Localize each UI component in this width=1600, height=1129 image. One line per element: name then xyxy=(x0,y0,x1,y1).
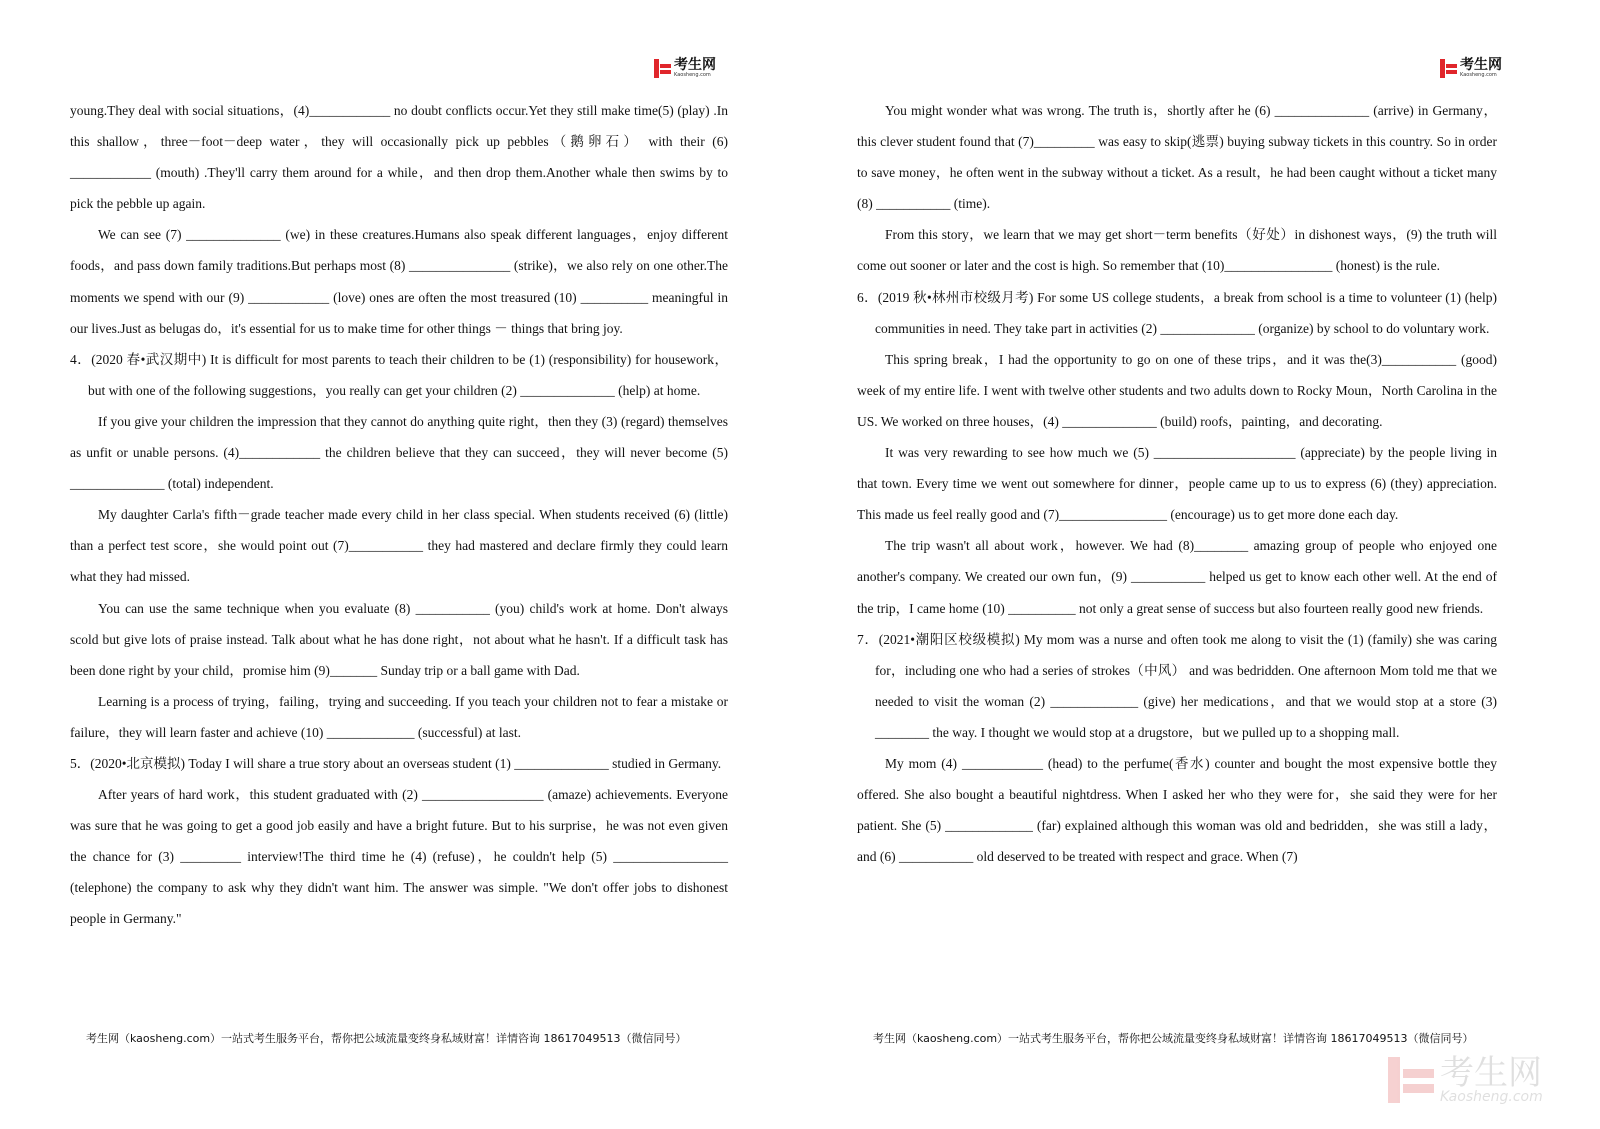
kaosheng-logo xyxy=(654,58,716,78)
footer-ad: 考生网（kaosheng.com）一站式考生服务平台，帮你把公域流量变终身私域财富！详情咨询 18617049513（微信同号） xyxy=(86,1032,687,1045)
watermark-text: 考生网 xyxy=(1440,1053,1542,1093)
kaosheng-logo-icon xyxy=(654,59,671,78)
passage-paragraph: My daughter Carla's fifth－grade teacher made every child in her class special. When students received (6) (little) than a perfect test score，she would point out (7)___________ they had mastered and declare firmly they could learn what they had missed. xyxy=(70,507,728,585)
passage-paragraph: young.They deal with social situations，(4)____________ no doubt conflicts occur.Yet they still make time(5) (play) .In this shallow，three－foot－deep water，they will occasionally pick up pebbles（鹅卵石） with their (6) ____________ (mouth) .They'll carry them around for a while，and then drop them.Another whale then swims by to pick the pebble up again. xyxy=(70,103,728,212)
logo-subtext: Kaosheng.com xyxy=(1460,72,1497,78)
question-5-intro: 5．(2020•北京模拟) Today I will share a true story about an overseas student (1) ______________ studied in Germany. xyxy=(70,755,722,771)
right-page-text xyxy=(857,95,1497,872)
right-page xyxy=(800,0,1600,1129)
passage-paragraph: After years of hard work，this student graduated with (2) __________________ (amaze) achievements. Everyone was sure that he was going to get a good job easily and have a bright future. But to his surprise，he was not even given the chance for (3) _________ interview!The third time he (4) (refuse)，he couldn't help (5) _________________ (telephone) the company to ask why they didn't want him. The answer was simple. "We don't offer jobs to dishonest people in Germany." xyxy=(70,787,728,927)
passage-paragraph: My mom (4) ____________ (head) to the perfume(香水) counter and bought the most expensive bottle they offered. She also bought a beautiful nightdress. When I asked her who they were for，she said they were for her patient. She (5) _____________ (far) explained although this woman was old and bedridden，she was still a lady，and (6) ___________ old deserved to be treated with respect and grace. When (7) xyxy=(857,755,1497,865)
watermark-subtext: Kaosheng.com xyxy=(1440,1089,1543,1105)
kaosheng-logo xyxy=(1440,58,1502,78)
logo-subtext: Kaosheng.com xyxy=(674,72,711,78)
passage-paragraph: This spring break，I had the opportunity to go on one of these trips，and it was the(3)___________ (good) week of my entire life. I went with twelve other students and two adults down to Rocky Moun，North Carolina in the US. We worked on three houses，(4) ______________ (build) roofs，painting，and decorating. xyxy=(857,351,1497,429)
left-page-text xyxy=(70,95,728,935)
question-6-intro: 6．(2019 秋•林州市校级月考) For some US college students，a break from school is a time to volunteer (1) (help) communities in need. They take part in activities (2) ______________ (organize) by school to do voluntary work. xyxy=(857,289,1497,336)
question-4-intro: 4．(2020 春•武汉期中) It is difficult for most parents to teach their children to be (1) (responsibility) for housework，but with one of the following suggestions，you really can get your children (2) ______________ (help) at home. xyxy=(70,351,728,398)
footer-ad: 考生网（kaosheng.com）一站式考生服务平台，帮你把公域流量变终身私域财富！详情咨询 18617049513（微信同号） xyxy=(873,1032,1474,1045)
passage-paragraph: If you give your children the impression that they cannot do anything quite right，then they (3) (regard) themselves as unfit or unable persons. (4)____________ the children believe that they can succeed，they will never become (5) ______________ (total) independent. xyxy=(70,413,728,492)
passage-paragraph: We can see (7) ______________ (we) in these creatures.Humans also speak different languages，enjoy different foods，and pass down family traditions.But perhaps most (8) _______________ (strike)，we also rely on one other.The moments we spend with our (9) ____________ (love) ones are often the most treasured (10) __________ meaningful in our lives.Just as belugas do，it's essential for us to make time for other things － things that bring joy. xyxy=(70,227,728,336)
question-7-intro: 7．(2021•潮阳区校级模拟) My mom was a nurse and often took me along to visit the (1) (family) she was caring for，including one who had a series of strokes（中风） and was bedridden. One afternoon Mom told me that we needed to visit the woman (2) _____________ (give) her medications，and that we would stop at a store (3) ________ the way. I thought we would stop at a drugstore，but we pulled up to a shopping mall. xyxy=(857,631,1497,740)
logo-text: 考生网 xyxy=(674,57,716,73)
passage-paragraph: You can use the same technique when you evaluate (8) ___________ (you) child's work at home. Don't always scold but give lots of praise instead. Talk about what he has done right，not about what he hasn't. If a difficult task has been done right by your child，promise him (9)_______ Sunday trip or a ball game with Dad. xyxy=(70,600,728,678)
passage-paragraph: The trip wasn't all about work，however. We had (8)________ amazing group of people who enjoyed one another's company. We created our own fun，(9) ___________ helped us get to know each other well. At the end of the trip，I came home (10) __________ not only a great sense of success but also fourteen really good new friends. xyxy=(857,538,1497,616)
kaosheng-logo-icon xyxy=(1440,59,1457,78)
passage-paragraph: Learning is a process of trying，failing，trying and succeeding. If you teach your children not to fear a mistake or failure，they will learn faster and achieve (10) _____________ (successful) at last. xyxy=(70,693,728,740)
passage-paragraph: From this story，we learn that we may get short－term benefits（好处）in dishonest ways，(9) the truth will come out sooner or later and the cost is high. So remember that (10)________________ (honest) is the rule. xyxy=(857,227,1497,274)
logo-text: 考生网 xyxy=(1460,57,1502,73)
kaosheng-watermark xyxy=(1388,1053,1543,1105)
passage-paragraph: It was very rewarding to see how much we (5) _____________________ (appreciate) by the people living in that town. Every time we went out somewhere for dinner，people came up to us to express (6) (they) appreciation. This made us feel really good and (7)________________ (encourage) us to get more done each day. xyxy=(857,445,1497,523)
kaosheng-watermark-icon xyxy=(1388,1057,1434,1103)
passage-paragraph: You might wonder what was wrong. The truth is，shortly after he (6) ______________ (arrive) in Germany，this clever student found that (7)_________ was easy to skip(逃票) buying subway tickets in this country. So in order to save money，he often went in the subway without a ticket. As a result，he had been caught without a ticket many (8) ___________ (time). xyxy=(857,103,1497,212)
